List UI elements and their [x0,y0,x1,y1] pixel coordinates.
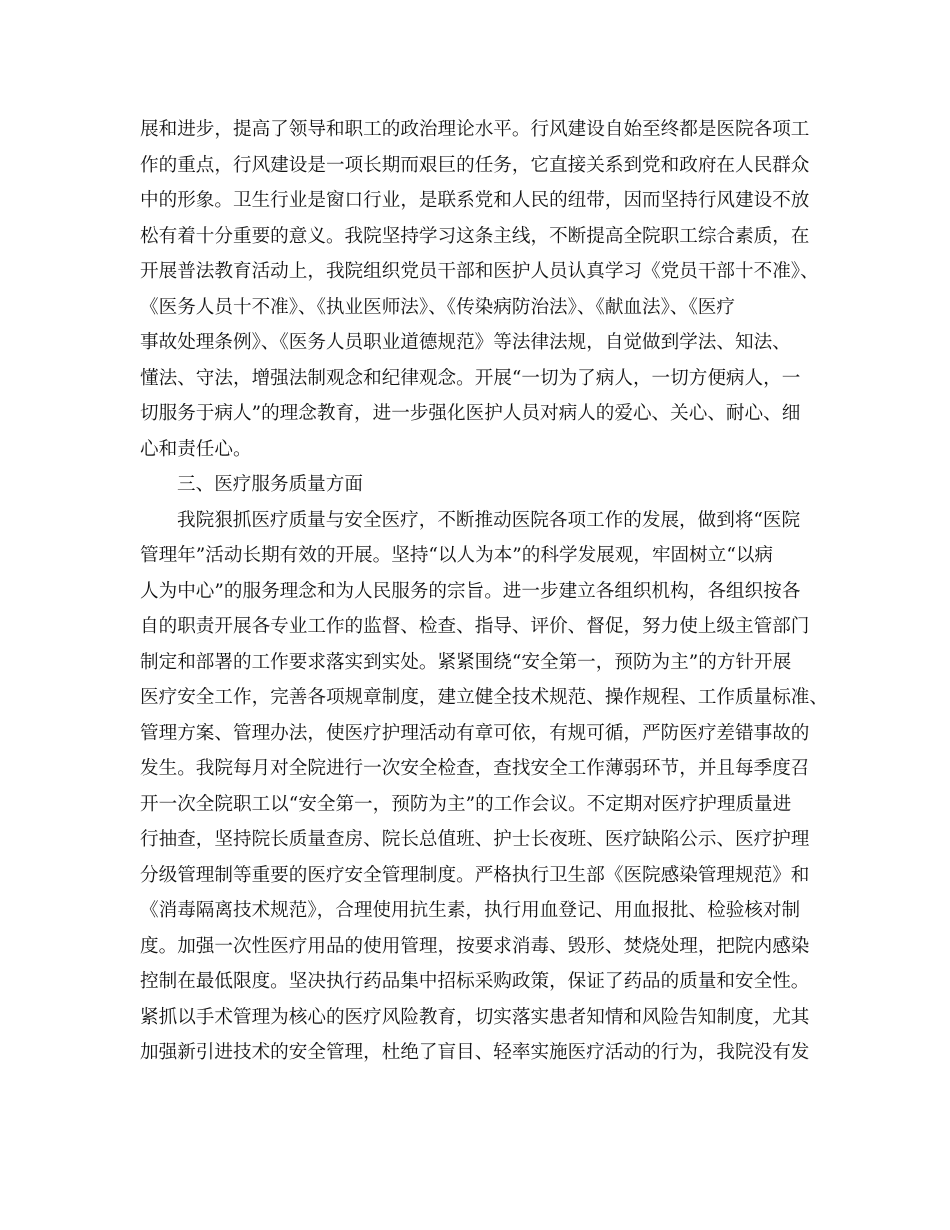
text-line: 加强新引进技术的安全管理，杜绝了盲目、轻率实施医疗活动的行为，我院没有发 [140,1042,810,1063]
text-line: 分级管理制等重要的医疗安全管理制度。严格执行卫生部《医院感染管理规范》和 [140,864,810,886]
text-line: 管理年”活动长期有效的开展。坚持“以人为本”的科学发展观，牢固树立“以病 [140,545,774,566]
text-line: 度。加强一次性医疗用品的使用管理，按要求消毒、毁形、焚烧处理，把院内感染 [140,935,810,957]
text-line: 开一次全院职工以“安全第一，预防为主”的工作会议。不定期对医疗护理质量进 [140,793,792,815]
text-line: 医疗安全工作，完善各项规章制度，建立健全技术规范、操作规程、工作质量标准、 [140,687,828,708]
text-line: 松有着十分重要的意义。我院坚持学习这条主线，不断提高全院职工综合素质，在 [140,225,810,247]
text-line: 展和进步，提高了领导和职工的政治理论水平。行风建设自始至终都是医院各项工 [140,119,810,140]
text-line: 事故处理条例》、《医务人员职业道德规范》等法律法规，自觉做到学法、知法、 [140,332,791,353]
text-line: 作的重点，行风建设是一项长期而艰巨的任务，它直接关系到党和政府在人民群众 [140,154,810,176]
document-body [140,112,828,1071]
text-line: 管理方案、管理办法，使医疗护理活动有章可依，有规可循，严防医疗差错事故的 [140,722,810,744]
text-line: 懂法、守法，增强法制观念和纪律观念。开展“一切为了病人，一切方便病人，一 [140,367,801,389]
paragraph-start-line: 我院狠抓医疗质量与安全医疗，不断推动医院各项工作的发展，做到将“医院 [177,509,801,531]
text-line: 自的职责开展各专业工作的监督、检查、指导、评价、督促，努力使上级主管部门 [140,616,810,637]
text-line: 控制在最低限度。坚决执行药品集中招标采购政策，保证了药品的质量和安全性。 [140,971,810,992]
text-line: 人为中心”的服务理念和为人民服务的宗旨。进一步建立各组织机构，各组织按各 [140,580,801,602]
text-line: 《消毒隔离技术规范》，合理使用抗生素，执行用血登记、用血报批、检验核对制 [140,900,801,921]
text-line: 紧抓以手术管理为核心的医疗风险教育，切实落实患者知情和风险告知制度，尤其 [140,1006,810,1028]
text-line: 发生。我院每月对全院进行一次安全检查，查找安全工作薄弱环节，并且每季度召 [140,758,810,779]
text-line: 制定和部署的工作要求落实到实处。紧紧围绕“安全第一，预防为主”的方针开展 [140,651,792,673]
text-line: 行抽查，坚持院长质量查房、院长总值班、护士长夜班、医疗缺陷公示、医疗护理 [140,829,810,850]
text-line: 心和责任心。 [140,438,252,460]
text-line: 中的形象。卫生行业是窗口行业，是联系党和人民的纽带，因而坚持行风建设不放 [140,190,810,211]
paragraph-start-line: 三、医疗服务质量方面 [177,474,363,495]
text-line: 切服务于病人”的理念教育，进一步强化医护人员对病人的爱心、关心、耐心、细 [140,403,801,424]
text-line: 开展普法教育活动上，我院组织党员干部和医护人员认真学习《党员干部十不准》、 [140,261,819,282]
text-line: 《医务人员十不准》、《执业医师法》、《传染病防治法》、《献血法》、《医疗 [140,296,735,318]
